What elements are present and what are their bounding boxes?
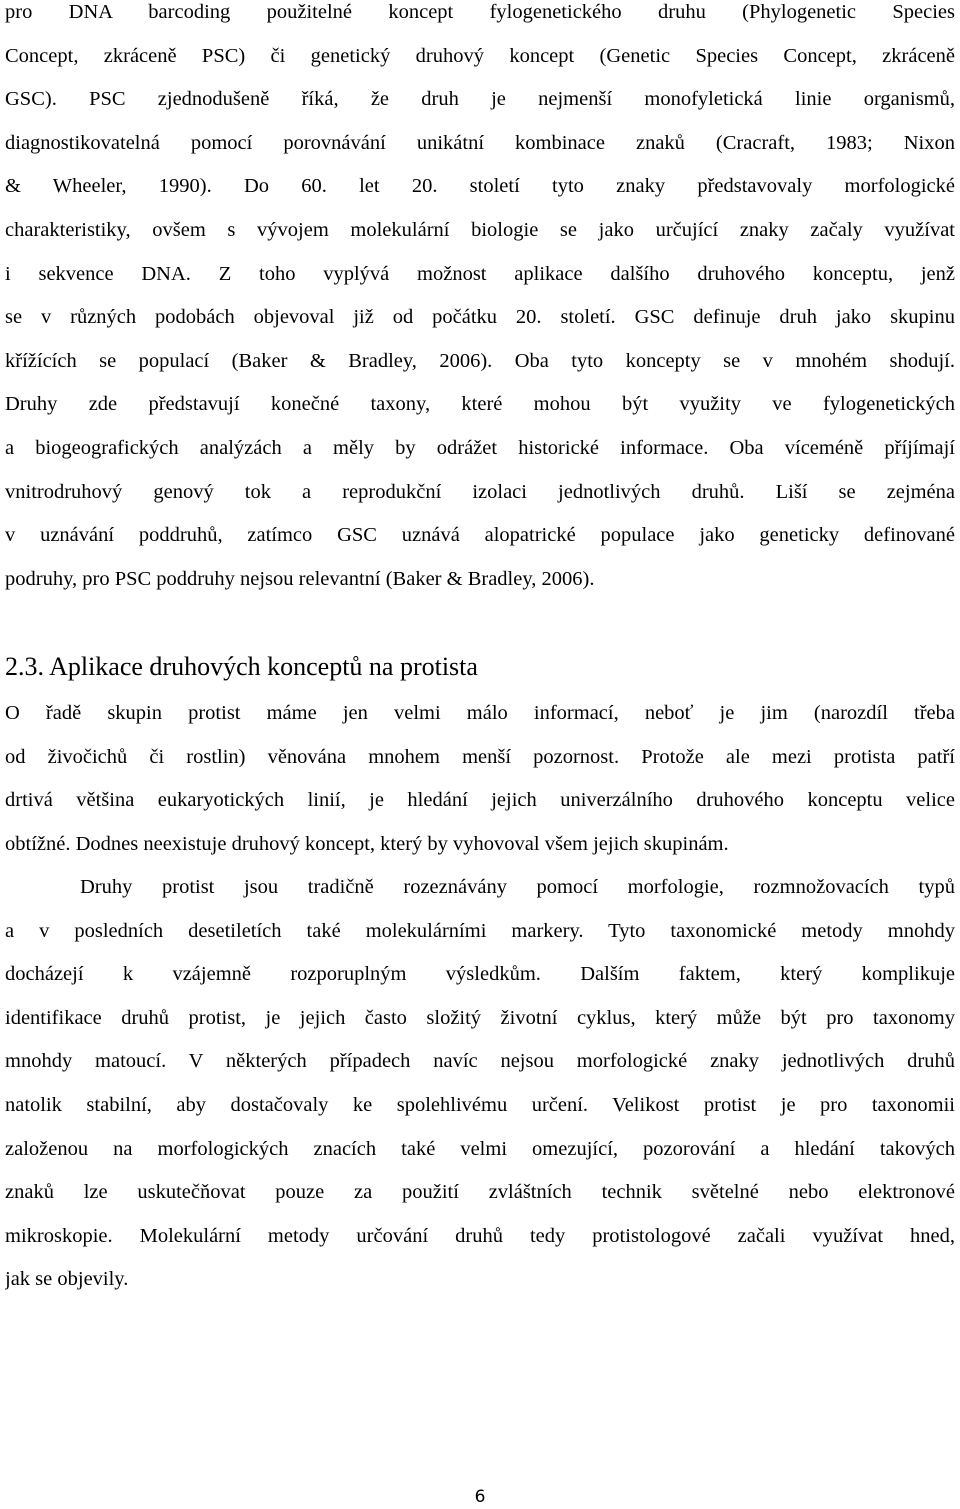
text-line: natolik stabilní, aby dostačovaly ke spolehlivému určení. Velikost protist je pro taxonomii	[5, 1093, 955, 1116]
text-line: Concept, zkráceně PSC) či genetický druhový koncept (Genetic Species Concept, zkráceně	[5, 44, 955, 67]
text-line: i sekvence DNA. Z toho vyplývá možnost aplikace dalšího druhového konceptu, jenž	[5, 262, 955, 285]
text-line: identifikace druhů protist, je jejich často složitý životní cyklus, který může být pro taxonomy	[5, 1006, 955, 1029]
text-line: od živočichů či rostlin) věnována mnohem menší pozornost. Protože ale mezi protista patří	[5, 745, 955, 768]
paragraph-protista-intro	[5, 701, 955, 875]
text-line: GSC). PSC zjednodušeně říká, že druh je nejmenší monofyletická linie organismů,	[5, 88, 955, 111]
text-line: Druhy protist jsou tradičně rozeznávány pomocí morfologie, rozmnožovacích typů	[80, 876, 955, 898]
text-line: diagnostikovatelná pomocí porovnávání unikátní kombinace znaků (Cracraft, 1983; Nixon	[5, 131, 955, 154]
page-number: 6	[474, 1487, 486, 1507]
text-line: charakteristiky, ovšem s vývojem molekulární biologie se jako určující znaky začaly využívat	[5, 218, 955, 241]
text-line: pro DNA barcoding použitelné koncept fylogenetického druhu (Phylogenetic Species	[5, 1, 955, 23]
text-line: a biogeografických analýzách a měly by odrážet historické informace. Oba víceméně příjímají	[5, 436, 955, 459]
text-line: & Wheeler, 1990). Do 60. let 20. století tyto znaky představovaly morfologické	[5, 175, 955, 198]
paragraph-protista-methods	[5, 875, 955, 1311]
text-line: se v různých podobách objevoval již od počátku 20. století. GSC definuje druh jako skupinu	[5, 306, 955, 329]
text-line: jak se objevily.	[5, 1268, 129, 1291]
paragraph-psc-gsc	[5, 0, 955, 610]
text-line: podruhy, pro PSC poddruhy nejsou relevantní (Baker & Bradley, 2006).	[5, 567, 595, 590]
text-line: Druhy zde představují konečné taxony, které mohou být využity ve fylogenetických	[5, 393, 955, 416]
text-line: založenou na morfologických znacích také velmi omezující, pozorování a hledání takových	[5, 1137, 955, 1160]
text-line: křížících se populací (Baker & Bradley, 2006). Oba tyto koncepty se v mnohém shodují.	[5, 349, 955, 372]
section-heading: 2.3. Aplikace druhových konceptů na protista	[5, 652, 478, 681]
text-line: obtížné. Dodnes neexistuje druhový koncept, který by vyhovoval všem jejich skupinám.	[5, 832, 729, 855]
text-line: drtivá většina eukaryotických linií, je hledání jejich univerzálního druhového konceptu velice	[5, 789, 955, 812]
text-line: vnitrodruhový genový tok a reprodukční izolaci jednotlivých druhů. Liší se zejména	[5, 480, 955, 503]
text-line: docházejí k vzájemně rozporuplným výsledkům. Dalším faktem, který komplikuje	[5, 963, 955, 986]
text-line: mnohdy matoucí. V některých případech navíc nejsou morfologické znaky jednotlivých druhů	[5, 1050, 955, 1073]
text-line: a v posledních desetiletích také molekulárními markery. Tyto taxonomické metody mnohdy	[5, 919, 955, 942]
text-line: v uznávání poddruhů, zatímco GSC uznává alopatrické populace jako geneticky definované	[5, 524, 955, 547]
text-line: O řadě skupin protist máme jen velmi málo informací, neboť je jim (narozdíl třeba	[5, 702, 955, 724]
text-line: znaků lze uskutečňovat pouze za použití zvláštních technik světelné nebo elektronové	[5, 1181, 955, 1204]
text-line: mikroskopie. Molekulární metody určování druhů tedy protistologové začali využívat hned,	[5, 1224, 955, 1247]
